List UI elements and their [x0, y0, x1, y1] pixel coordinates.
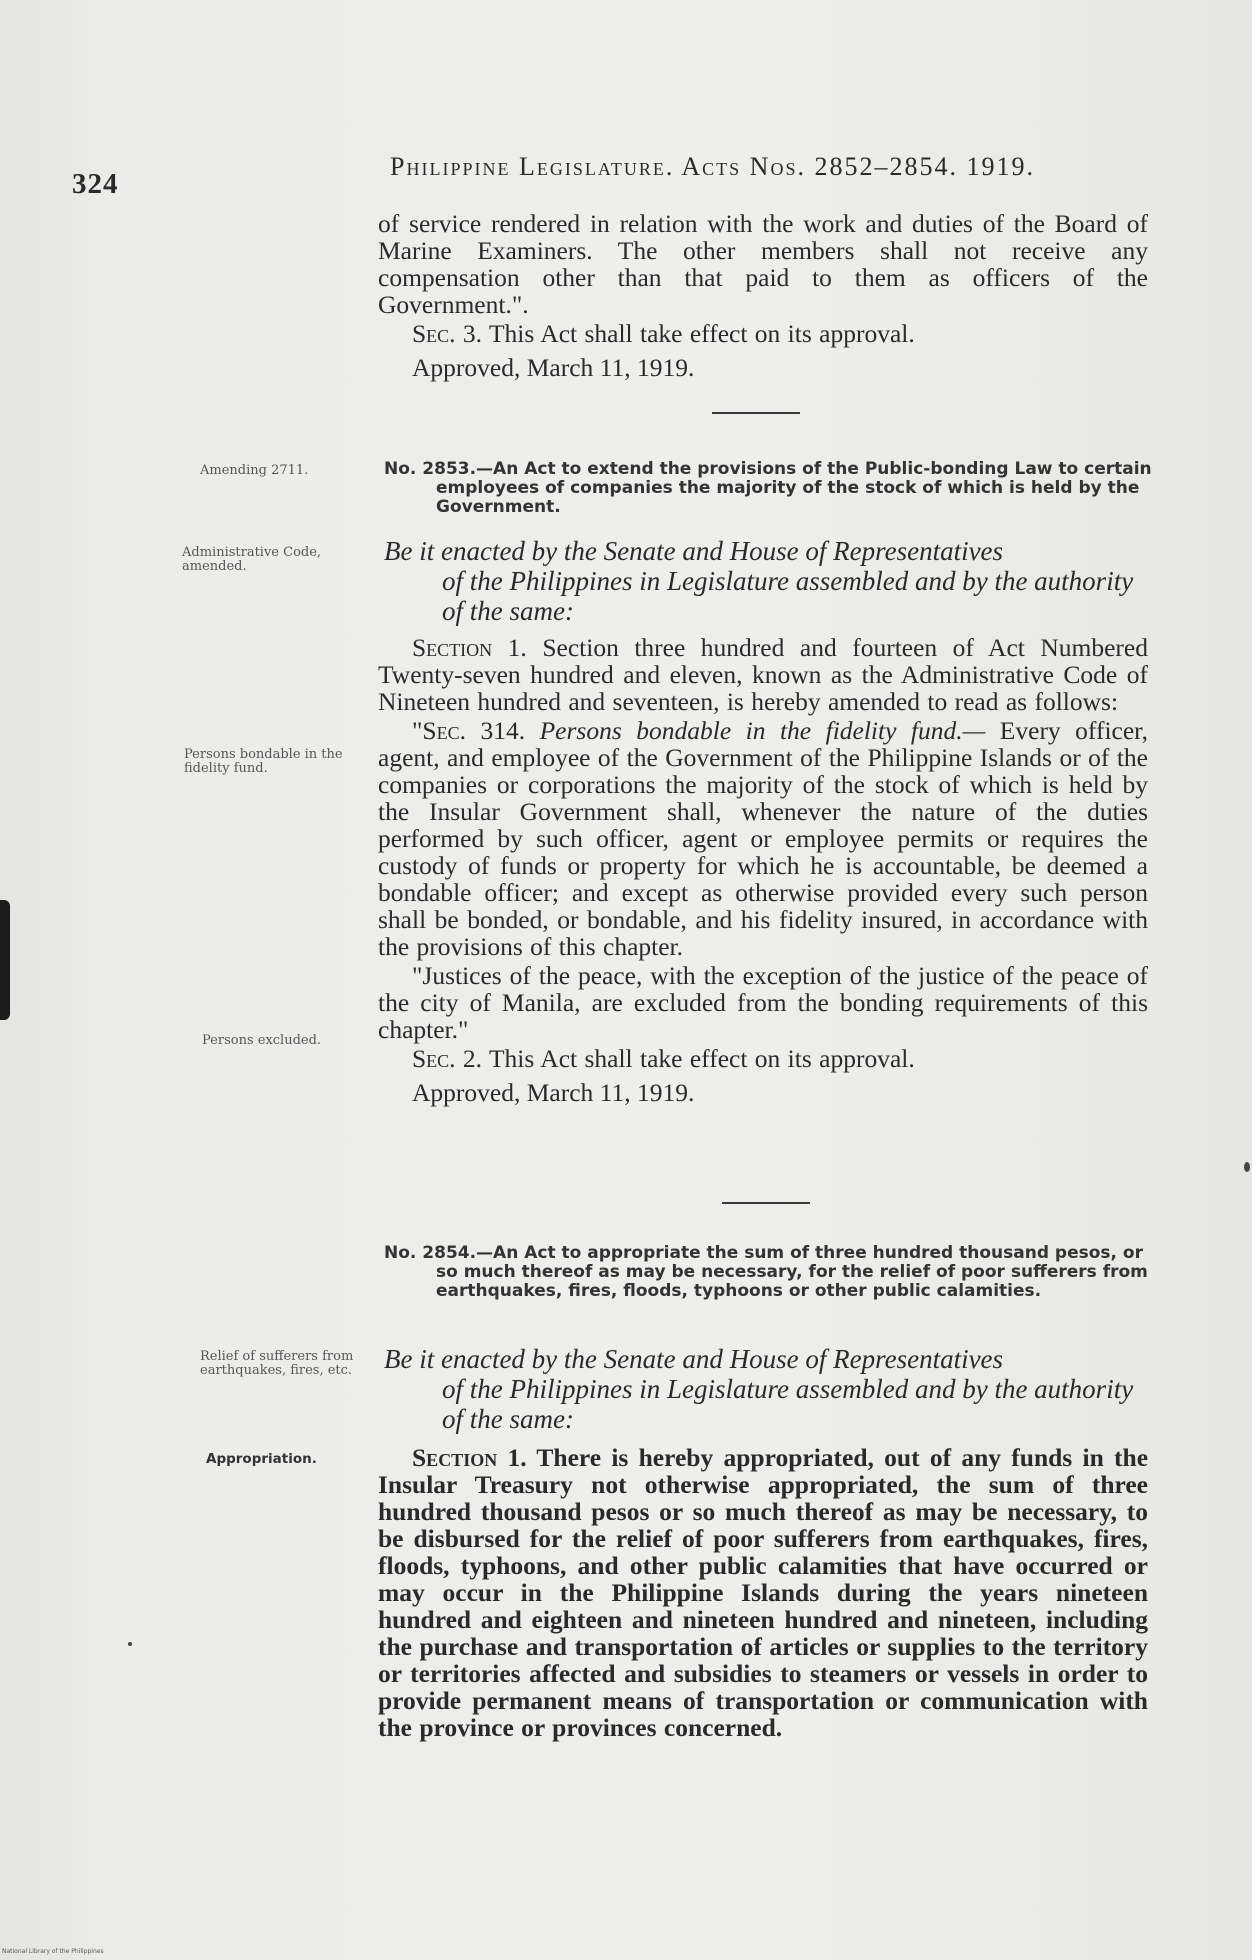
- section-label: Sec. 3.: [412, 319, 483, 348]
- act-2853-title: No. 2853.—An Act to extend the provisions of the Public-bonding Law to certain employees of companies the majority of the stock of which is held by the Government.: [384, 459, 1152, 517]
- margin-note-persons-bondable: Persons bondable in the fidelity fund.: [184, 747, 343, 776]
- margin-note-persons-excluded: Persons excluded.: [202, 1033, 322, 1048]
- section-314: "Sec. 314. Persons bondable in the fidelity fund.— Every officer, agent, and employee of the Government of the Philippine Islands or of the companies or corporations the majority of the stock of which is held by the Insular Government shall, whenever the nature of the duties performed by such officer, agent or employee permits or requires the custody of funds or property for which he is accountable, be deemed a bondable officer; and except as otherwise provided every such person shall be bonded, or bondable, and his fidelity insured, in accordance with the provisions of this chapter.: [378, 716, 1149, 961]
- section-1: Section 1. Section three hundred and fourteen of Act Numbered Twenty-seven hundred and eleven, known as the Administrative Code of Nineteen hundred and seventeen, is hereby amended to read as follows:: [378, 633, 1148, 716]
- section-divider: [722, 1202, 810, 1204]
- enacting-clause: Be it enacted by the Senate and House of Representatives of the Philippines in Legislature assembled and by the authority of the same:: [384, 536, 1134, 626]
- running-head: Philippine Legislature. Acts Nos. 2852–2854. 1919.: [390, 152, 1035, 181]
- margin-note-relief: Relief of sufferers from earthquakes, fires, etc.: [200, 1349, 354, 1378]
- margin-note-amending: Amending 2711.: [200, 463, 309, 478]
- act-2852-tail: [378, 210, 1148, 383]
- enacting-clause: Be it enacted by the Senate and House of Representatives of the Philippines in Legislature assembled and by the authority of the same:: [384, 1344, 1134, 1434]
- binding-shadow: [0, 900, 10, 1020]
- scan-speck: [1244, 1162, 1250, 1172]
- act-2854-title: No. 2854.—An Act to appropriate the sum of three hundred thousand pesos, or so much thereof as may be necessary, for the relief of poor sufferers from earthquakes, fires, floods, typhoons or other public calamities.: [384, 1243, 1148, 1301]
- section-text: This Act shall take effect on its approval.: [482, 319, 915, 348]
- paragraph: of service rendered in relation with the work and duties of the Board of Marine Examiners. The other members shall not receive any compensation other than that paid to them as officers of the Government.".: [378, 209, 1148, 319]
- margin-note-appropriation: Appropriation.: [206, 1451, 317, 1467]
- section-1: Section 1. There is hereby appropriated, out of any funds in the Insular Treasury not otherwise appropriated, the sum of three hundred thousand pesos or so much thereof as may be necessary, to be disbursed for the relief of poor sufferers from earthquakes, fires, floods, typhoons, and other public calamities that have occurred or may occur in the Philippine Islands during the years nineteen hundred and eighteen and nineteen hundred and nineteen, including the purchase and transportation of articles or supplies to the territory or territories affected and subsidies to steamers or vessels in order to provide permanent means of transportation or communication with the province or provinces concerned.: [378, 1443, 1149, 1742]
- footer-credit: National Library of the Philippines: [2, 1948, 104, 1955]
- approved-line: Approved, March 11, 1919.: [412, 353, 695, 382]
- scan-speck: [128, 1642, 132, 1646]
- page-number: 324: [72, 168, 119, 200]
- section-2: Sec. 2. This Act shall take effect on its approval.: [412, 1044, 915, 1073]
- approved-line: Approved, March 11, 1919.: [412, 1078, 695, 1107]
- section-3: [378, 320, 1148, 347]
- margin-note-administrative-code: Administrative Code, amended.: [182, 545, 322, 574]
- section-divider: [712, 412, 800, 414]
- act-2854-body: [378, 1444, 1148, 1741]
- act-2853-body: [378, 634, 1148, 1108]
- persons-excluded-paragraph: "Justices of the peace, with the exception of the justice of the peace of the city of Manila, are excluded from the bonding requirements of this chapter.": [378, 961, 1148, 1044]
